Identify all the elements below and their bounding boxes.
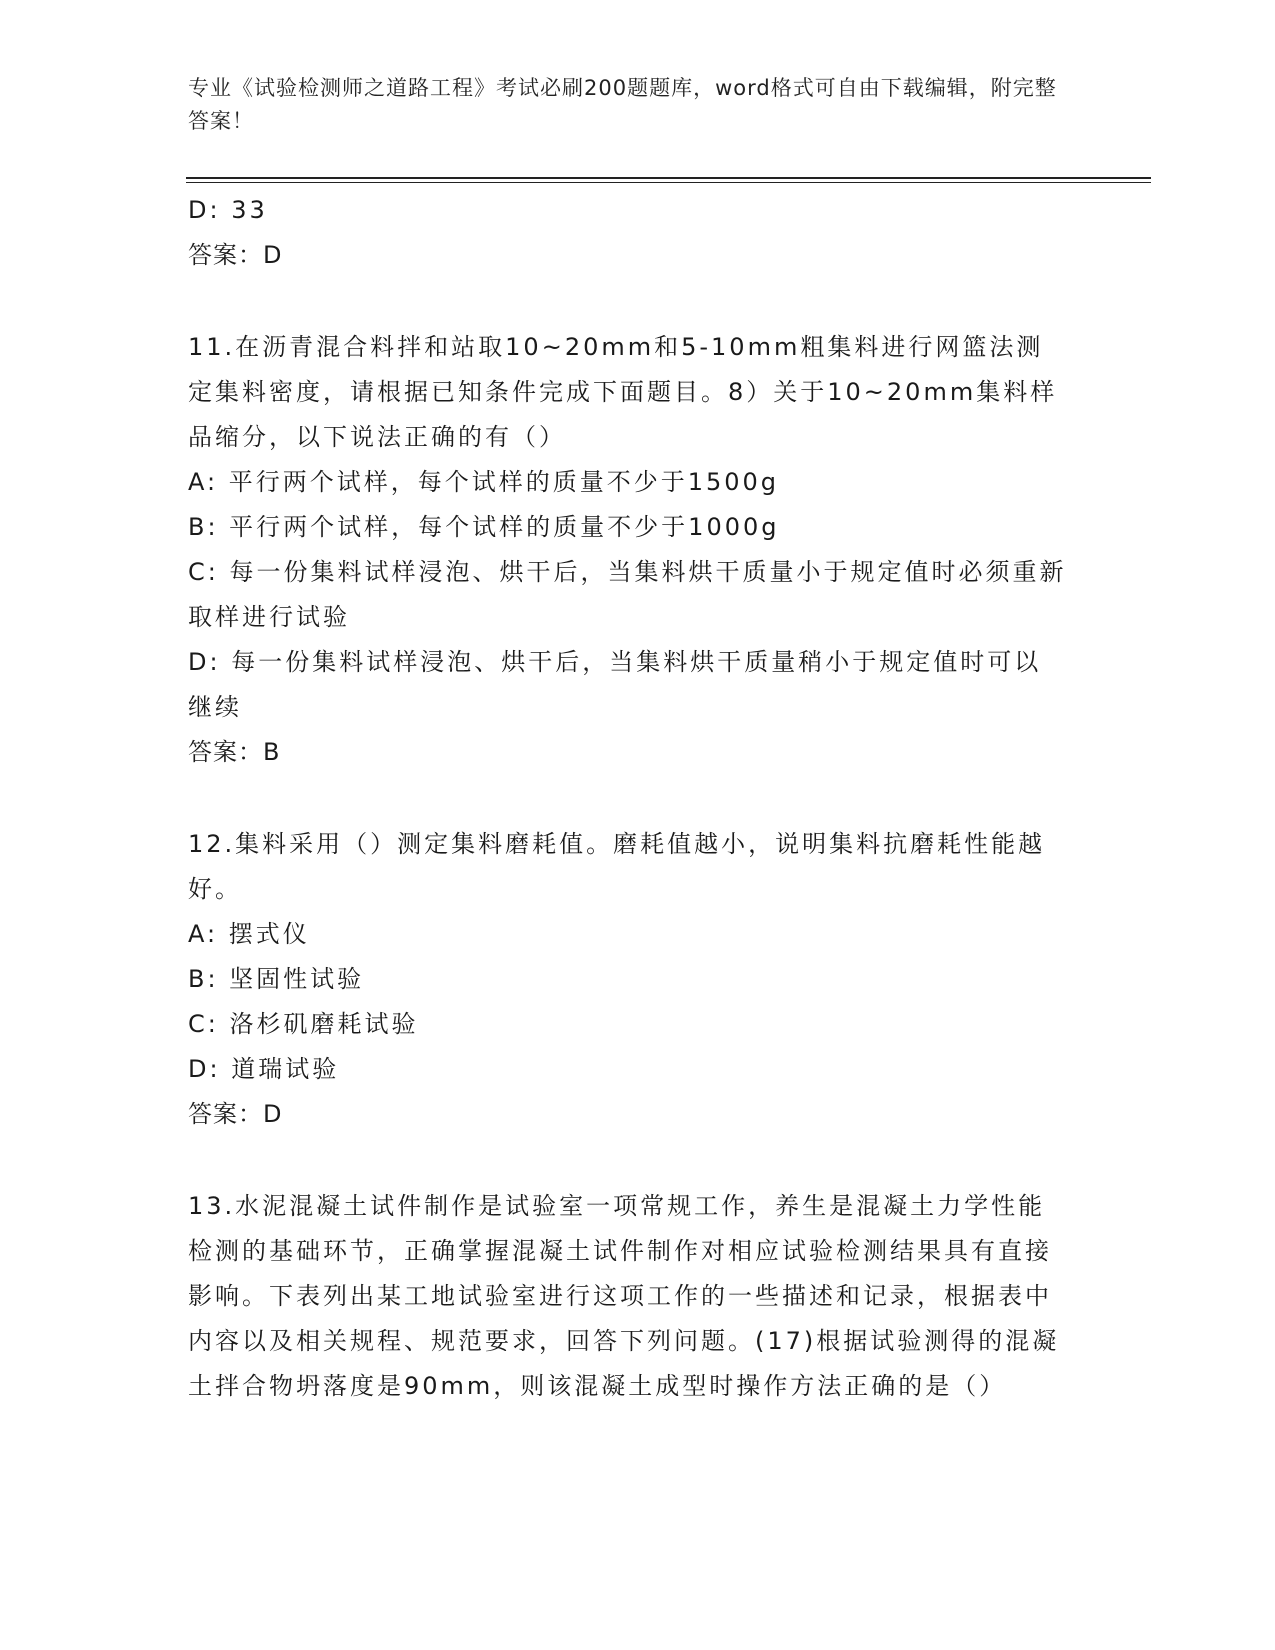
question-13 [188,1184,1068,1409]
option-d: D: 道瑞试验 [188,1055,340,1083]
question-text: 13.水泥混凝土试件制作是试验室一项常规工作，养生是混凝土力学性能检测的基础环节，正确掌握混凝土试件制作对相应试验检测结果具有直接影响。下表列出某工地试验室进行这项工作的一些描述和记录，根据表中内容以及相关规程、规范要求，回答下列问题。(17)根据试验测得的混凝土拌合物坍落度是90mm，则该混凝土成型时操作方法正确的是（） [188,1192,1060,1400]
document-body [188,188,1068,1409]
answer-label: 答案：B [188,738,281,766]
page-header: 专业《试验检测师之道路工程》考试必刷200题题库，word格式可自由下载编辑，附完整答案！ [188,76,1057,133]
option-c: C: 洛杉矶磨耗试验 [188,1010,419,1038]
option-a: A: 摆式仪 [188,920,310,948]
previous-question-tail [188,188,1068,278]
question-11 [188,325,1068,775]
question-text: 11.在沥青混合料拌和站取10~20mm和5-10mm粗集料进行网篮法测定集料密度，请根据已知条件完成下面题目。8）关于10~20mm集料样品缩分，以下说法正确的有（） [188,333,1058,451]
option-d: D: 每一份集料试样浸泡、烘干后，当集料烘干质量稍小于规定值时可以继续 [188,648,1042,721]
question-text: 12.集料采用（）测定集料磨耗值。磨耗值越小，说明集料抗磨耗性能越好。 [188,830,1046,903]
answer-label: 答案：D [188,241,283,269]
answer-label: 答案：D [188,1100,283,1128]
spacer [188,278,1068,325]
option-d: D: 33 [188,196,268,224]
option-c: C: 每一份集料试样浸泡、烘干后，当集料烘干质量小于规定值时必须重新取样进行试验 [188,558,1067,631]
option-a: A: 平行两个试样，每个试样的质量不少于1500g [188,468,780,496]
spacer [188,1137,1068,1184]
question-12 [188,822,1068,1137]
header-divider-thin [186,182,1151,183]
header-divider-thick [186,177,1151,179]
spacer [188,775,1068,822]
option-b: B: 平行两个试样，每个试样的质量不少于1000g [188,513,780,541]
option-b: B: 坚固性试验 [188,965,365,993]
